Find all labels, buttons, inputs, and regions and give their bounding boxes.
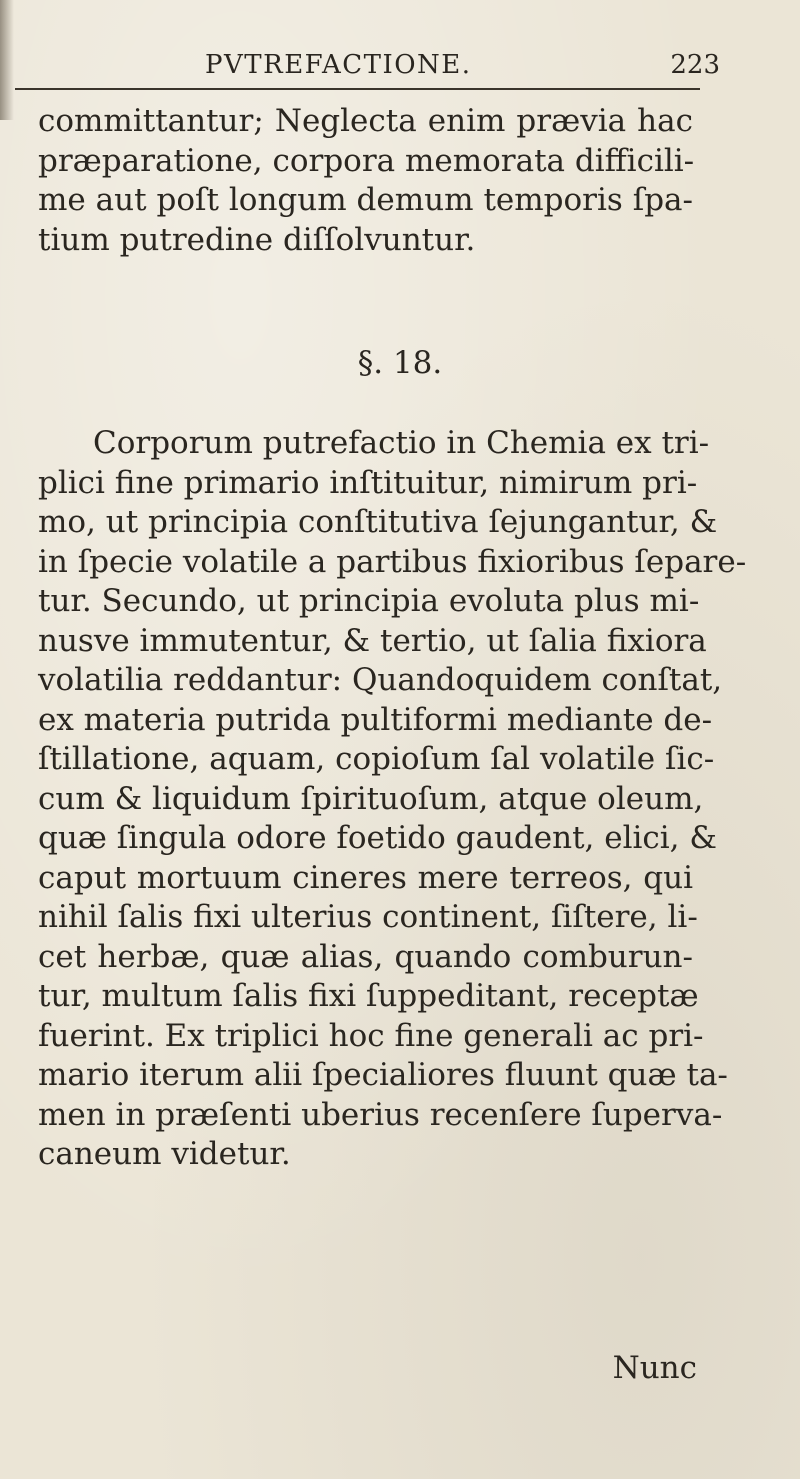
- text-line: tium putredine diſſolvuntur.: [38, 221, 476, 258]
- text-line: ex materia putrida pultiformi mediante de-: [38, 701, 713, 738]
- text-line: plici fine primario inſtituitur, nimirum pri-: [38, 464, 698, 501]
- text-line: tur, multum ſalis fixi ſuppeditant, receptæ: [38, 978, 699, 1014]
- page-number: 223: [670, 50, 720, 80]
- text-line: præparatione, corpora memorata difficili-: [38, 142, 695, 179]
- text-line: me aut poſt longum demum temporis ſpa-: [38, 182, 693, 218]
- text-line: caneum videtur.: [38, 1136, 291, 1172]
- text-line: committantur; Neglecta enim prævia hac: [38, 103, 693, 139]
- text-line: ſtillatione, aquam, copioſum ſal volatile ſic-: [38, 741, 715, 777]
- running-title: PVTREFACTIONE.: [205, 50, 472, 80]
- paragraph-1: [38, 102, 693, 260]
- text-line: Corporum putrefactio in Chemia ex tri-: [93, 425, 710, 461]
- text-line: in ſpecie volatile a partibus fixioribus ſepare-: [38, 543, 747, 580]
- text-line: men in præſenti uberius recenſere ſuperva-: [38, 1096, 723, 1133]
- text-line: mario iterum alii ſpecialiores fluunt quæ ta-: [38, 1057, 728, 1093]
- section-heading: §. 18.: [357, 345, 443, 381]
- text-line: quæ ſingula odore foetido gaudent, elici, &: [38, 820, 717, 856]
- text-line: fuerint. Ex triplici hoc fine generali ac pri-: [38, 1017, 704, 1054]
- text-line: mo, ut principia conſtitutiva ſejungantur, &: [38, 504, 718, 540]
- binding-shadow: [0, 0, 14, 120]
- text-line: cet herbæ, quæ alias, quando comburun-: [38, 938, 693, 975]
- paragraph-2: [38, 424, 747, 1175]
- text-line: tur. Secundo, ut principia evoluta plus mi-: [38, 583, 700, 619]
- text-line: cum & liquidum ſpirituoſum, atque oleum,: [38, 780, 704, 817]
- catchword: Nunc: [612, 1350, 697, 1386]
- text-line: volatilia reddantur: Quandoquidem conſtat,: [38, 662, 723, 698]
- page-header: [205, 50, 720, 90]
- text-line: nihil ſalis fixi ulterius continent, ſiſtere, li-: [38, 899, 698, 935]
- text-line: nusve immutentur, & tertio, ut ſalia fixiora: [38, 622, 707, 659]
- text-line: caput mortuum cineres mere terreos, qui: [38, 859, 693, 896]
- header-rule: [15, 88, 700, 90]
